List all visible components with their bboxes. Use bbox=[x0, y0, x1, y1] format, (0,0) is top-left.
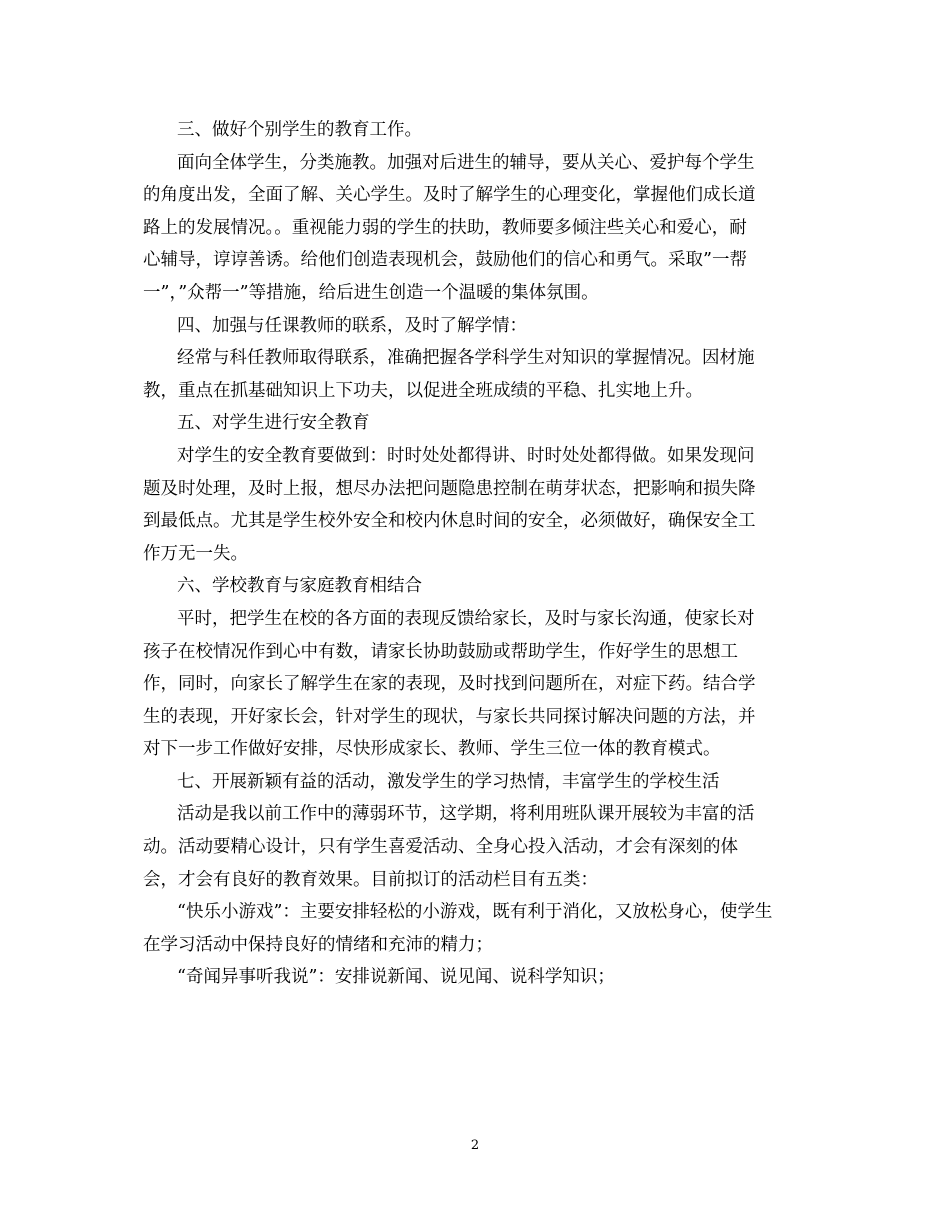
paragraph-first-line: “快乐小游戏”：主要安排轻松的小游戏，既有利于消化，又放松身心，使学生 bbox=[177, 902, 773, 923]
paragraph-first-line: 四、加强与任课教师的联系，及时了解学情： bbox=[177, 315, 527, 336]
page-number: 2 bbox=[470, 1138, 480, 1153]
paragraph-line: 作万无一失。 bbox=[143, 543, 248, 564]
paragraph-first-line: 六、学校教育与家庭教育相结合 bbox=[177, 576, 422, 597]
paragraph-line: 路上的发展情况。。重视能力弱的学生的扶助，教师要多倾注些关心和爱心，耐 bbox=[143, 217, 747, 238]
paragraph-line: 动。活动要精心设计，只有学生喜爱活动、全身心投入活动，才会有深刻的体 bbox=[143, 837, 738, 858]
paragraph-first-line: 平时，把学生在校的各方面的表现反馈给家长，及时与家长沟通，使家长对 bbox=[177, 608, 755, 629]
paragraph-line: 的角度出发，全面了解、关心学生。及时了解学生的心理变化，掌握他们成长道 bbox=[143, 185, 756, 206]
paragraph-line: 题及时处理，及时上报，想尽办法把问题隐患控制在萌芽状态，把影响和损失降 bbox=[143, 478, 756, 499]
paragraph-first-line: 活动是我以前工作中的薄弱环节，这学期，将利用班队课开展较为丰富的活 bbox=[177, 804, 755, 825]
paragraph-first-line: 对学生的安全教育要做到：时时处处都得讲、时时处处都得做。如果发现问 bbox=[177, 445, 755, 466]
paragraph-first-line: 经常与科任教师取得联系，准确把握各学科学生对知识的掌握情况。因材施 bbox=[177, 348, 755, 369]
paragraph-first-line: 七、开展新颖有益的活动，激发学生的学习热情，丰富学生的学校生活 bbox=[177, 771, 720, 792]
paragraph-line: 会，才会有良好的教育效果。目前拟订的活动栏目有五类： bbox=[143, 869, 598, 890]
paragraph-line: 生的表现，开好家长会，针对学生的现状，与家长共同探讨解决问题的方法，并 bbox=[143, 706, 756, 727]
paragraph-line: 到最低点。尤其是学生校外安全和校内休息时间的安全，必须做好，确保安全工 bbox=[143, 511, 756, 532]
paragraph-line: 在学习活动中保持良好的情绪和充沛的精力； bbox=[143, 934, 493, 955]
paragraph-line: 教，重点在抓基础知识上下功夫，以促进全班成绩的平稳、扎实地上升。 bbox=[143, 380, 703, 401]
paragraph-line: 孩子在校情况作到心中有数，请家长协助鼓励或帮助学生，作好学生的思想工 bbox=[143, 641, 738, 662]
paragraph-first-line: 三、做好个别学生的教育工作。 bbox=[177, 120, 422, 140]
paragraph-first-line: 面向全体学生，分类施教。加强对后进生的辅导，要从关心、爱护每个学生 bbox=[177, 152, 755, 173]
paragraph-line: 作，同时，向家长了解学生在家的表现，及时找到问题所在，对症下药。结合学 bbox=[143, 674, 756, 695]
paragraph-line: 心辅导，谆谆善诱。给他们创造表现机会，鼓励他们的信心和勇气。采取”一帮 bbox=[143, 250, 747, 271]
paragraph-first-line: 五、对学生进行安全教育 bbox=[177, 413, 370, 434]
paragraph-first-line: “奇闻异事听我说”：安排说新闻、说见闻、说科学知识； bbox=[177, 967, 615, 988]
paragraph-line: 对下一步工作做好安排，尽快形成家长、教师、学生三位一体的教育模式。 bbox=[143, 739, 721, 760]
paragraph-line: 一”，”众帮一”等措施，给后进生创造一个温暖的集体氛围。 bbox=[143, 282, 599, 303]
document-body bbox=[143, 114, 811, 994]
